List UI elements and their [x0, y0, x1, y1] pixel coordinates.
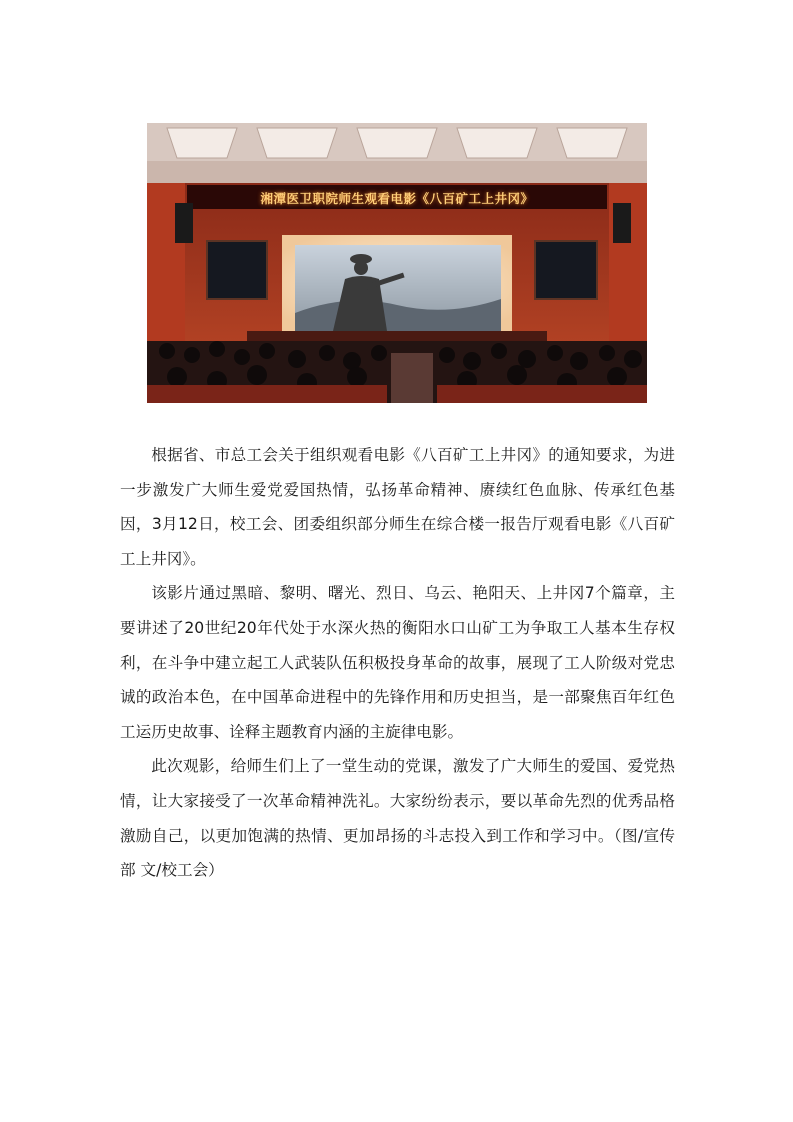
speaker-left	[175, 203, 193, 243]
auditorium-photo	[147, 123, 647, 403]
article-body	[120, 438, 675, 888]
auditorium-scene	[147, 123, 647, 403]
banner-caption: 湘潭医卫职院师生观看电影《八百矿工上井冈》	[260, 191, 534, 206]
side-screen-right	[535, 241, 597, 299]
paragraph-3: 此次观影，给师生们上了一堂生动的党课，激发了广大师生的爱国、爱党热情，让大家接受了一次革命精神洗礼。大家纷纷表示，要以革命先烈的优秀品格激励自己，以更加饱满的热情、更加昂扬的斗志投入到工作和学习中。（图/宣传部 文/校工会）	[120, 757, 675, 880]
side-screen-left	[207, 241, 267, 299]
paragraph-1: 根据省、市总工会关于组织观看电影《八百矿工上井冈》的通知要求，为进一步激发广大师生爱党爱国热情，弘扬革命精神、赓续红色血脉、传承红色基因，3月12日，校工会、团委组织部分师生在综合楼一报告厅观看电影《八百矿工上井冈》。	[120, 446, 675, 568]
speaker-right	[613, 203, 631, 243]
paragraph-2: 该影片通过黑暗、黎明、曙光、烈日、乌云、艳阳天、上井冈7个篇章，主要讲述了20世纪20年代处于水深火热的衡阳水口山矿工为争取工人基本生存权利，在斗争中建立起工人武装队伍积极投身革命的故事，展现了工人阶级对党忠诚的政治本色，在中国革命进程中的先锋作用和历史担当，是一部聚焦百年红色工运历史故事、诠释主题教育内涵的主旋律电影。	[120, 584, 675, 741]
